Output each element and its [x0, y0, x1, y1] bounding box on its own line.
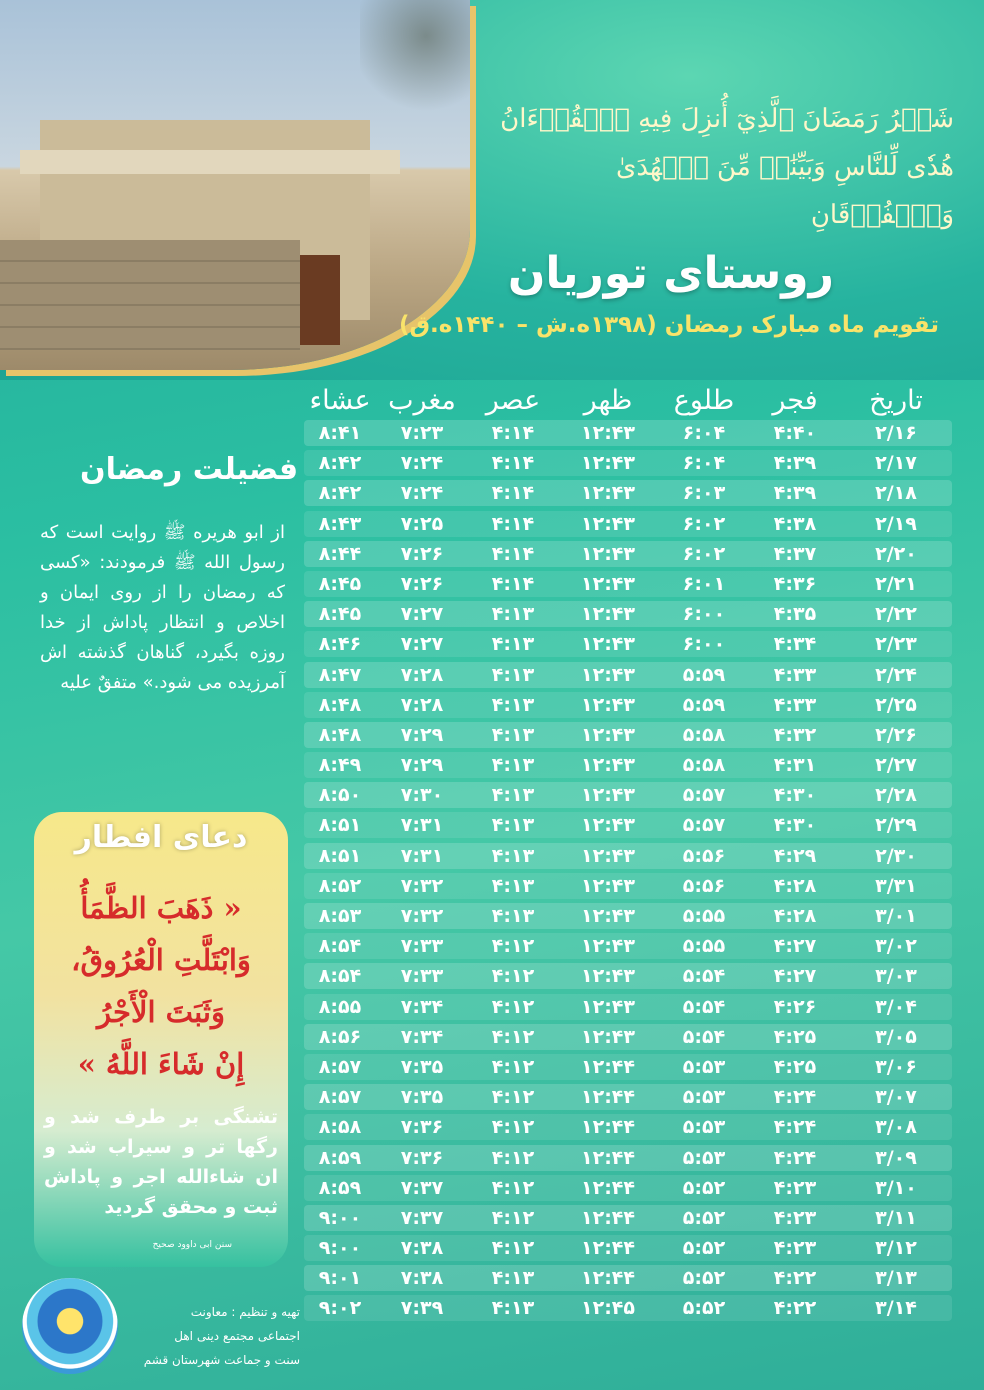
cell-sunrise: ۵:۵۹: [682, 663, 726, 686]
cell-maghrib: ۷:۲۸: [400, 693, 444, 716]
cell-sunrise: ۵:۵۴: [682, 965, 726, 988]
cell-dhuhr: ۱۲:۴۴: [581, 1146, 635, 1169]
cell-maghrib: ۷:۳۸: [400, 1237, 444, 1260]
cell-sunrise: ۶:۰۲: [682, 542, 726, 565]
cell-isha: ۹:۰۰: [318, 1237, 362, 1260]
cell-dhuhr: ۱۲:۴۴: [581, 1176, 635, 1199]
cell-maghrib: ۷:۳۰: [400, 784, 444, 807]
cell-date: ۲/۱۹: [875, 512, 917, 535]
cell-sunrise: ۵:۵۶: [682, 844, 726, 867]
cell-isha: ۸:۴۸: [318, 693, 362, 716]
cell-maghrib: ۷:۲۵: [400, 512, 444, 535]
cell-isha: ۸:۴۵: [318, 572, 362, 595]
cell-maghrib: ۷:۲۹: [400, 723, 444, 746]
cell-fajr: ۴:۲۴: [773, 1086, 817, 1109]
cell-dhuhr: ۱۲:۴۳: [581, 512, 635, 535]
table-row: [304, 752, 952, 778]
cell-isha: ۹:۰۰: [318, 1206, 362, 1229]
cell-dhuhr: ۱۲:۴۳: [581, 452, 635, 475]
cell-date: ۳/۱۰: [875, 1176, 917, 1199]
cell-asr: ۴:۱۲: [491, 1176, 535, 1199]
table-row: [304, 1114, 952, 1140]
cell-sunrise: ۶:۰۴: [682, 422, 726, 444]
cell-date: ۲/۲۰: [875, 542, 917, 565]
cell-fajr: ۴:۳۱: [773, 754, 817, 777]
table-row: [304, 1295, 952, 1321]
cell-sunrise: ۶:۰۰: [682, 633, 726, 656]
cell-asr: ۴:۱۳: [491, 693, 535, 716]
cell-sunrise: ۵:۵۳: [682, 1116, 726, 1139]
credits-line: سنت و جماعت شهرستان قشم: [143, 1353, 300, 1367]
cell-maghrib: ۷:۲۴: [400, 482, 444, 505]
cell-date: ۳/۰۸: [875, 1116, 917, 1139]
cell-sunrise: ۵:۵۵: [682, 935, 726, 958]
dua-translation: تشنگی بر طرف شد و رگها تر و سیراب شد و ان شاءالله اجر و پاداش ثبت و محقق گردید: [44, 1106, 278, 1218]
cell-sunrise: ۵:۵۷: [682, 784, 726, 807]
cell-dhuhr: ۱۲:۴۵: [581, 1297, 635, 1320]
cell-isha: ۸:۵۱: [318, 814, 362, 837]
cell-isha: ۹:۰۲: [318, 1297, 362, 1320]
cell-maghrib: ۷:۳۹: [400, 1297, 444, 1320]
cell-sunrise: ۵:۵۸: [682, 723, 726, 746]
table-row: [304, 450, 952, 476]
table-row: [304, 541, 952, 567]
cell-dhuhr: ۱۲:۴۴: [581, 1055, 635, 1078]
cell-dhuhr: ۱۲:۴۴: [581, 1267, 635, 1290]
quran-verse: شَهۡرُ رَمَضَانَ ٱلَّذِيٓ أُنزِلَ فِيهِ ٱلۡقُرۡءَانُ هُدٗى لِّلنَّاسِ وَبَيِّنَٰتٖ مِّنَ ٱلۡهُدَىٰ وَٱلۡفُرۡقَانِ: [500, 104, 954, 230]
cell-sunrise: ۵:۵۸: [682, 754, 726, 777]
cell-fajr: ۴:۲۳: [773, 1206, 817, 1229]
credits-line: تهیه و تنظیم : معاونت: [190, 1305, 300, 1319]
cell-maghrib: ۷:۳۵: [400, 1055, 444, 1078]
cell-date: ۲/۲۱: [875, 572, 917, 595]
table-row: [304, 1084, 952, 1110]
cell-sunrise: ۵:۵۶: [682, 874, 726, 897]
cell-fajr: ۴:۳۹: [773, 482, 817, 505]
table-row: [304, 963, 952, 989]
cell-isha: ۸:۵۷: [318, 1055, 362, 1078]
table-row: [304, 662, 952, 688]
cell-dhuhr: ۱۲:۴۴: [581, 1116, 635, 1139]
cell-asr: ۴:۱۴: [491, 482, 535, 505]
cell-maghrib: ۷:۲۸: [400, 663, 444, 686]
cell-maghrib: ۷:۳۷: [400, 1176, 444, 1199]
cell-dhuhr: ۱۲:۴۳: [581, 965, 635, 988]
table-row: [304, 782, 952, 808]
cell-dhuhr: ۱۲:۴۴: [581, 1086, 635, 1109]
cell-dhuhr: ۱۲:۴۳: [581, 542, 635, 565]
cell-isha: ۸:۵۵: [318, 995, 362, 1018]
cell-isha: ۸:۴۳: [318, 512, 362, 535]
cell-date: ۲/۲۴: [875, 663, 917, 686]
dua-title: دعای افطار: [74, 820, 248, 855]
village-title: روستای توریان: [507, 248, 834, 299]
cell-isha: ۸:۴۹: [318, 754, 362, 777]
cell-maghrib: ۷:۲۶: [400, 542, 444, 565]
organization-logo-icon: [22, 1278, 118, 1374]
cell-date: ۲/۲۸: [875, 784, 917, 807]
cell-dhuhr: ۱۲:۴۳: [581, 572, 635, 595]
cell-isha: ۸:۵۳: [318, 905, 362, 927]
cell-asr: ۴:۱۲: [491, 1055, 535, 1078]
table-row: [304, 1265, 952, 1291]
cell-date: ۳/۱۲: [875, 1237, 917, 1260]
table-row: [304, 511, 952, 537]
cell-asr: ۴:۱۳: [491, 784, 535, 807]
cell-sunrise: ۶:۰۳: [682, 482, 726, 505]
cell-maghrib: ۷:۳۶: [400, 1116, 444, 1139]
cell-maghrib: ۷:۳۳: [400, 965, 444, 988]
cell-date: ۲/۳۰: [875, 844, 917, 867]
cell-date: ۳/۰۳: [875, 965, 917, 988]
header-date: تاریخ: [869, 384, 923, 416]
cell-maghrib: ۷:۳۴: [400, 995, 444, 1018]
cell-fajr: ۴:۲۲: [773, 1297, 817, 1320]
cell-date: ۳/۱۴: [875, 1297, 917, 1320]
cell-fajr: ۴:۳۵: [773, 603, 817, 626]
table-row: [304, 1175, 952, 1201]
cell-fajr: ۴:۴۰: [773, 422, 817, 444]
table-row: [304, 631, 952, 657]
roof-shape: [20, 150, 400, 174]
cell-sunrise: ۶:۰۲: [682, 512, 726, 535]
cell-maghrib: ۷:۲۶: [400, 572, 444, 595]
table-row: [304, 1235, 952, 1261]
cell-fajr: ۴:۲۹: [773, 844, 817, 867]
cell-asr: ۴:۱۳: [491, 723, 535, 746]
cell-sunrise: ۶:۰۱: [682, 572, 726, 595]
cell-fajr: ۴:۲۸: [773, 905, 817, 927]
header-dhuhr: ظهر: [583, 384, 633, 416]
cell-isha: ۹:۰۱: [318, 1267, 362, 1290]
table-row: [304, 571, 952, 597]
cell-dhuhr: ۱۲:۴۳: [581, 814, 635, 837]
header-maghrib: مغرب: [388, 384, 456, 416]
cell-asr: ۴:۱۳: [491, 1297, 535, 1320]
cell-date: ۲/۲۷: [875, 754, 917, 777]
table-row: [304, 903, 952, 929]
prayer-times-table: [304, 380, 952, 1326]
cell-sunrise: ۵:۵۴: [682, 1025, 726, 1048]
cell-dhuhr: ۱۲:۴۳: [581, 754, 635, 777]
header-fajr: فجر: [772, 384, 818, 416]
cell-fajr: ۴:۲۳: [773, 1237, 817, 1260]
cell-asr: ۴:۱۲: [491, 1086, 535, 1109]
table-row: [304, 933, 952, 959]
cell-sunrise: ۵:۵۳: [682, 1086, 726, 1109]
cell-asr: ۴:۱۳: [491, 603, 535, 626]
cell-isha: ۸:۵۴: [318, 935, 362, 958]
table-row: [304, 812, 952, 838]
cell-date: ۳/۰۵: [875, 1025, 917, 1048]
table-row: [304, 601, 952, 627]
table-header-row: [304, 380, 952, 420]
table-row: [304, 480, 952, 506]
cell-isha: ۸:۴۸: [318, 723, 362, 746]
cell-date: ۲/۱۸: [875, 482, 917, 505]
table-body: [304, 420, 952, 1321]
cell-dhuhr: ۱۲:۴۳: [581, 1025, 635, 1048]
cell-isha: ۸:۴۷: [318, 663, 362, 686]
cell-date: ۲/۱۷: [875, 452, 917, 475]
cell-sunrise: ۶:۰۰: [682, 603, 726, 626]
dua-line: وَثَبَتَ الْأَجْرُ: [97, 995, 225, 1029]
credits-line: اجتماعی مجتمع دینی اهل: [174, 1329, 300, 1343]
cell-fajr: ۴:۲۵: [773, 1025, 817, 1048]
cell-date: ۳/۱۱: [875, 1206, 917, 1229]
cell-asr: ۴:۱۲: [491, 995, 535, 1018]
iftar-dua-box: [34, 812, 288, 1267]
cell-asr: ۴:۱۲: [491, 1025, 535, 1048]
cell-asr: ۴:۱۲: [491, 935, 535, 958]
cell-fajr: ۴:۲۵: [773, 1055, 817, 1078]
cell-asr: ۴:۱۳: [491, 874, 535, 897]
cell-fajr: ۴:۳۲: [773, 723, 817, 746]
cell-maghrib: ۷:۳۵: [400, 1086, 444, 1109]
cell-isha: ۸:۵۲: [318, 874, 362, 897]
cell-fajr: ۴:۲۸: [773, 874, 817, 897]
door-shape: [300, 255, 340, 345]
cell-sunrise: ۵:۵۵: [682, 905, 726, 927]
merit-title: فضیلت رمضان: [80, 452, 299, 487]
cell-date: ۲/۲۹: [875, 814, 917, 837]
cell-fajr: ۴:۲۴: [773, 1116, 817, 1139]
cell-fajr: ۴:۳۹: [773, 452, 817, 475]
tree-shape: [360, 0, 470, 120]
cell-dhuhr: ۱۲:۴۳: [581, 905, 635, 927]
cell-asr: ۴:۱۴: [491, 542, 535, 565]
header-asr: عصر: [485, 384, 541, 416]
cell-asr: ۴:۱۲: [491, 1116, 535, 1139]
cell-asr: ۴:۱۳: [491, 905, 535, 927]
dua-source: سنن ابی داوود صحیح: [152, 1240, 232, 1250]
cell-fajr: ۴:۲۷: [773, 965, 817, 988]
cell-dhuhr: ۱۲:۴۴: [581, 1206, 635, 1229]
header-sunrise: طلوع: [673, 384, 735, 416]
cell-date: ۳/۰۲: [875, 935, 917, 958]
cell-dhuhr: ۱۲:۴۳: [581, 693, 635, 716]
cell-dhuhr: ۱۲:۴۳: [581, 995, 635, 1018]
table-row: [304, 843, 952, 869]
cell-isha: ۸:۵۴: [318, 965, 362, 988]
cell-asr: ۴:۱۲: [491, 1237, 535, 1260]
cell-sunrise: ۵:۵۲: [682, 1297, 726, 1320]
cell-dhuhr: ۱۲:۴۳: [581, 935, 635, 958]
cell-fajr: ۴:۳۷: [773, 542, 817, 565]
table-row: [304, 1054, 952, 1080]
cell-dhuhr: ۱۲:۴۳: [581, 784, 635, 807]
table-row: [304, 1205, 952, 1231]
dua-line: وَابْتَلَّتِ الْعُرُوقُ،: [71, 943, 251, 977]
cell-asr: ۴:۱۳: [491, 814, 535, 837]
cell-dhuhr: ۱۲:۴۳: [581, 603, 635, 626]
cell-sunrise: ۵:۵۲: [682, 1176, 726, 1199]
cell-isha: ۸:۴۱: [318, 422, 362, 444]
cell-isha: ۸:۵۰: [318, 784, 362, 807]
table-row: [304, 1024, 952, 1050]
cell-fajr: ۴:۳۶: [773, 572, 817, 595]
dua-arabic-text: [42, 882, 280, 1090]
cell-date: ۲/۲۶: [875, 723, 917, 746]
cell-asr: ۴:۱۴: [491, 572, 535, 595]
calendar-subtitle: تقویم ماه مبارک رمضان (۱۳۹۸ه.ش – ۱۴۴۰ه.ق): [398, 312, 939, 338]
cell-sunrise: ۵:۵۹: [682, 693, 726, 716]
cell-maghrib: ۷:۲۳: [400, 422, 444, 444]
cell-dhuhr: ۱۲:۴۳: [581, 482, 635, 505]
cell-asr: ۴:۱۴: [491, 422, 535, 444]
cell-date: ۲/۲۳: [875, 633, 917, 656]
cell-isha: ۸:۴۲: [318, 452, 362, 475]
cell-asr: ۴:۱۳: [491, 633, 535, 656]
cell-date: ۳/۰۴: [875, 995, 917, 1018]
cell-sunrise: ۶:۰۴: [682, 452, 726, 475]
cell-asr: ۴:۱۳: [491, 844, 535, 867]
dua-line: إِنْ شَاءَ اللَّهُ »: [77, 1047, 245, 1081]
cell-maghrib: ۷:۳۶: [400, 1146, 444, 1169]
cell-asr: ۴:۱۲: [491, 965, 535, 988]
cell-isha: ۸:۵۷: [318, 1086, 362, 1109]
cell-fajr: ۴:۲۶: [773, 995, 817, 1018]
cell-fajr: ۴:۳۰: [773, 784, 817, 807]
cell-maghrib: ۷:۳۱: [400, 844, 444, 867]
cell-asr: ۴:۱۳: [491, 754, 535, 777]
cell-dhuhr: ۱۲:۴۳: [581, 874, 635, 897]
cell-sunrise: ۵:۵۳: [682, 1055, 726, 1078]
cell-sunrise: ۵:۵۲: [682, 1206, 726, 1229]
cell-date: ۲/۲۲: [875, 603, 917, 626]
cell-sunrise: ۵:۵۳: [682, 1146, 726, 1169]
credits: [130, 1300, 300, 1372]
cell-asr: ۴:۱۲: [491, 1146, 535, 1169]
cell-dhuhr: ۱۲:۴۳: [581, 422, 635, 444]
table-row: [304, 692, 952, 718]
cell-fajr: ۴:۲۴: [773, 1146, 817, 1169]
cell-asr: ۴:۱۴: [491, 452, 535, 475]
dua-line: « ذَهَبَ الظَّمَأُ: [80, 891, 242, 925]
cell-maghrib: ۷:۲۴: [400, 452, 444, 475]
cell-dhuhr: ۱۲:۴۳: [581, 633, 635, 656]
cell-asr: ۴:۱۴: [491, 512, 535, 535]
table-row: [304, 1145, 952, 1171]
cell-dhuhr: ۱۲:۴۳: [581, 663, 635, 686]
cell-fajr: ۴:۳۸: [773, 512, 817, 535]
cell-isha: ۸:۴۶: [318, 633, 362, 656]
cell-fajr: ۴:۲۲: [773, 1267, 817, 1290]
cell-date: ۲/۲۵: [875, 693, 917, 716]
cell-date: ۳/۱۳: [875, 1267, 917, 1290]
cell-maghrib: ۷:۳۴: [400, 1025, 444, 1048]
cell-sunrise: ۵:۵۲: [682, 1267, 726, 1290]
cell-date: ۳/۰۹: [875, 1146, 917, 1169]
cell-maghrib: ۷:۲۷: [400, 633, 444, 656]
cell-fajr: ۴:۳۴: [773, 633, 817, 656]
cell-fajr: ۴:۲۳: [773, 1176, 817, 1199]
cell-date: ۳/۰۶: [875, 1055, 917, 1078]
header-isha: عشاء: [309, 384, 371, 416]
cell-dhuhr: ۱۲:۴۴: [581, 1237, 635, 1260]
cell-isha: ۸:۵۱: [318, 844, 362, 867]
cell-asr: ۴:۱۳: [491, 1267, 535, 1290]
cell-date: ۳/۰۷: [875, 1086, 917, 1109]
cell-sunrise: ۵:۵۴: [682, 995, 726, 1018]
cell-maghrib: ۷:۲۷: [400, 603, 444, 626]
cell-fajr: ۴:۳۳: [773, 693, 817, 716]
cell-maghrib: ۷:۲۹: [400, 754, 444, 777]
cell-fajr: ۴:۳۳: [773, 663, 817, 686]
cell-dhuhr: ۱۲:۴۳: [581, 844, 635, 867]
wall-shape: [0, 240, 300, 350]
cell-asr: ۴:۱۳: [491, 663, 535, 686]
cell-asr: ۴:۱۲: [491, 1206, 535, 1229]
table-row: [304, 420, 952, 446]
table-row: [304, 873, 952, 899]
cell-fajr: ۴:۲۷: [773, 935, 817, 958]
cell-sunrise: ۵:۵۷: [682, 814, 726, 837]
cell-isha: ۸:۴۵: [318, 603, 362, 626]
cell-date: ۲/۱۶: [875, 422, 917, 444]
table-row: [304, 722, 952, 748]
cell-isha: ۸:۴۴: [318, 542, 362, 565]
cell-maghrib: ۷:۳۲: [400, 905, 444, 927]
cell-maghrib: ۷:۳۷: [400, 1206, 444, 1229]
cell-maghrib: ۷:۳۳: [400, 935, 444, 958]
cell-maghrib: ۷:۳۸: [400, 1267, 444, 1290]
cell-isha: ۸:۴۲: [318, 482, 362, 505]
cell-isha: ۸:۵۸: [318, 1116, 362, 1139]
cell-isha: ۸:۵۹: [318, 1176, 362, 1199]
cell-date: ۳/۰۱: [875, 905, 917, 927]
cell-maghrib: ۷:۳۱: [400, 814, 444, 837]
merit-text: از ابو هریره ﷺ روایت است که رسول الله ﷺ فرمودند: «کسی که رمضان را از روی ایمان و اخلاص و انتظار پاداش از خدا روزه بگیرد، گناهان گذشته اش آمرزیده می شود.» متفقٌ علیه: [40, 522, 285, 693]
cell-sunrise: ۵:۵۲: [682, 1237, 726, 1260]
cell-fajr: ۴:۳۰: [773, 814, 817, 837]
table-row: [304, 994, 952, 1020]
cell-isha: ۸:۵۹: [318, 1146, 362, 1169]
cell-date: ۳/۳۱: [875, 874, 917, 897]
cell-dhuhr: ۱۲:۴۳: [581, 723, 635, 746]
cell-isha: ۸:۵۶: [318, 1025, 362, 1048]
cell-maghrib: ۷:۳۲: [400, 874, 444, 897]
